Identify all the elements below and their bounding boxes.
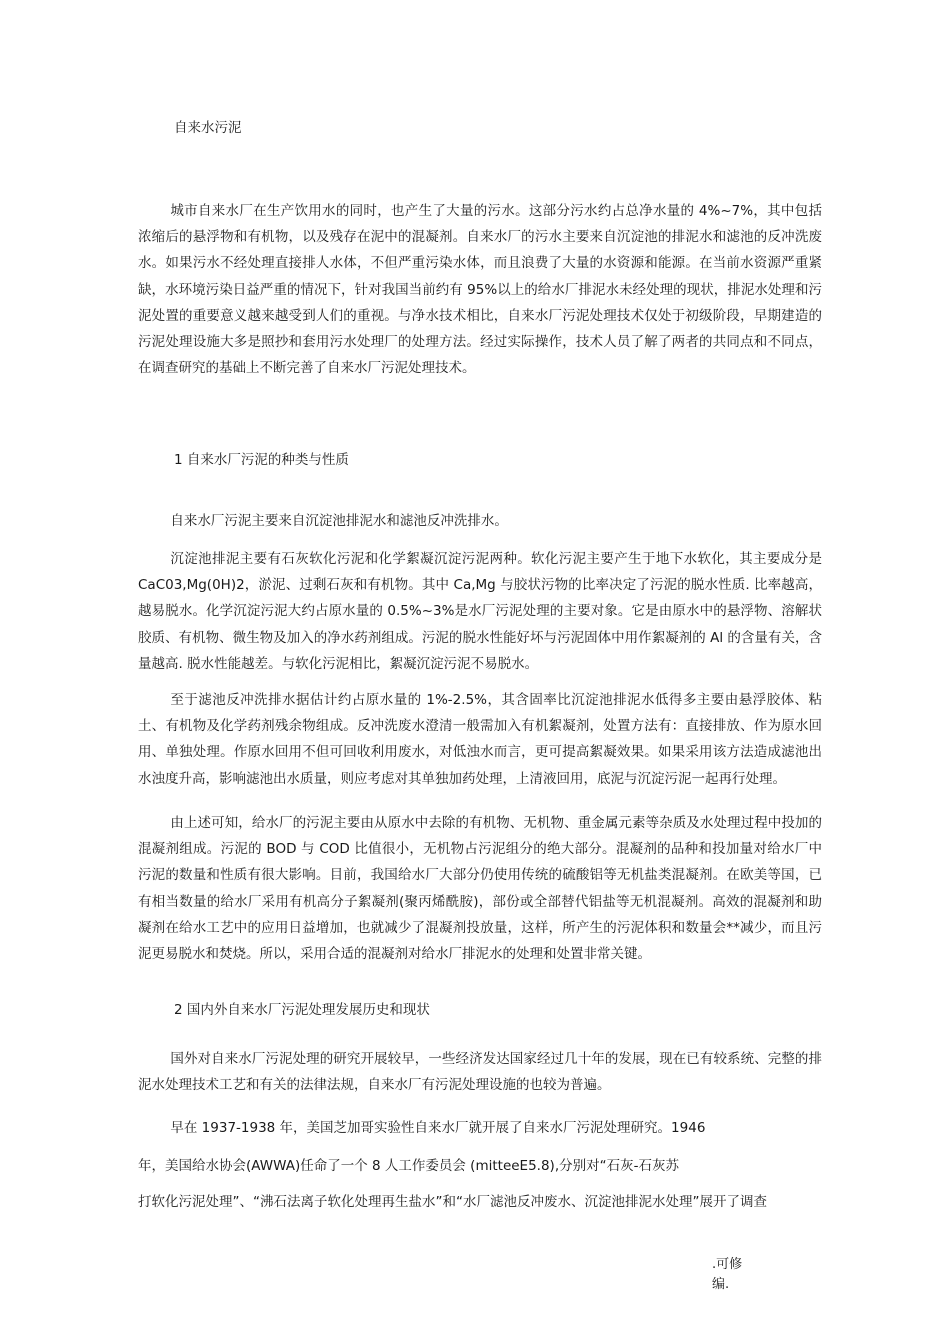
section-1-paragraph-3: 至于滤池反冲洗排水据估计约占原水量的 1%-2.5%，其含固率比沉淀池排泥水低得多主要由悬浮胶体、粘土、有机物及化学药剂残余物组成。反冲洗废水澄清一般需加入有机絮凝剂，处置方法有：直接排放、作为原水回用、单独处理。作原水回用不但可回收利用废水，对低浊水而言，更可提高絮凝效果。如果采用该方法造成滤池出水浊度升高，影响滤池出水质量，则应考虑对其单独加药处理，上清液回用，底泥与沉淀污泥一起再行处理。: [138, 692, 822, 787]
section-1-paragraph-4: 由上述可知，给水厂的污泥主要由从原水中去除的有机物、无机物、重金属元素等杂质及水处理过程中投加的混凝剂组成。污泥的 BOD 与 COD 比值很小，无机物占污泥组分的绝大部分。混凝剂的品种和投加量对给水厂中污泥的数量和性质有很大影响。目前，我国给水厂大部分仍使用传统的硫酸铝等无机盐类混凝剂。在欧美等国，已有相当数量的给水厂采用有机高分子絮凝剂(聚丙烯酰胺)，部份或全部替代铝盐等无机混凝剂。高效的混凝剂和助凝剂在给水工艺中的应用日益增加，也就减少了混凝剂投放量，这样，所产生的污泥体积和数量会**减少，而且污泥更易脱水和焚烧。所以，采用合适的混凝剂对给水厂排泥水的处理和处置非常关键。: [138, 815, 822, 963]
section-2-paragraph-2-line-2: 年，美国给水协会(AWWA)任命了一个 8 人工作委员会 (mitteeE5.8),分别对“石灰-石灰苏: [138, 1158, 679, 1174]
footer-note-line-1: .可修: [712, 1257, 743, 1272]
section-1-heading: 1 自来水厂污泥的种类与性质: [174, 452, 349, 468]
section-2-heading: 2 国内外自来水厂污泥处理发展历史和现状: [174, 1002, 430, 1018]
section-2-paragraph-2-line-1: 早在 1937-1938 年，美国芝加哥实验性自来水厂就开展了自来水厂污泥处理研究。1946: [170, 1120, 706, 1136]
document-title: 自来水污泥: [174, 120, 242, 136]
intro-paragraph: 城市自来水厂在生产饮用水的同时，也产生了大量的污水。这部分污水约占总净水量的 4%~7%，其中包括浓缩后的悬浮物和有机物，以及残存在泥中的混凝剂。自来水厂的污水主要来自沉淀池的排泥水和滤池的反冲洗废水。如果污水不经处理直接排人水体，不但严重污染水体，而且浪费了大量的水资源和能源。在当前水资源严重紧缺，水环境污染日益严重的情况下，针对我国当前约有 95%以上的给水厂排泥水未经处理的现状，排泥水处理和污泥处置的重要意义越来越受到人们的重视。与净水技术相比，自来水厂污泥处理技术仅处于初级阶段，早期建造的污泥处理设施大多是照抄和套用污水处理厂的处理方法。经过实际操作，技术人员了解了两者的共同点和不同点，在调查研究的基础上不断完善了自来水厂污泥处理技术。: [138, 203, 822, 377]
section-2-paragraph-2-line-3: 打软化污泥处理”、“沸石法离子软化处理再生盐水”和“水厂滤池反冲废水、沉淀池排泥水处理”展开了调查: [138, 1194, 767, 1210]
section-1-paragraph-1: 自来水厂污泥主要来自沉淀池排泥水和滤池反冲洗排水。: [170, 513, 508, 529]
section-2-paragraph-1: 国外对自来水厂污泥处理的研究开展较早，一些经济发达国家经过几十年的发展，现在已有较系统、完整的排泥水处理技术工艺和有关的法律法规，自来水厂有污泥处理设施的也较为普遍。: [138, 1051, 822, 1094]
section-1-paragraph-2: 沉淀池排泥主要有石灰软化污泥和化学絮凝沉淀污泥两种。软化污泥主要产生于地下水软化，其主要成分是 CaC03,Mg(0H)2，淤泥、过剩石灰和有机物。其中 Ca,Mg 与胶状污物的比率决定了污泥的脱水性质. 比率越高，越易脱水。化学沉淀污泥大约占原水量的 0.5%~3%是水厂污泥处理的主要对象。它是由原水中的悬浮物、溶解状胶质、有机物、微生物及加入的净水药剂组成。污泥的脱水性能好坏与污泥固体中用作絮凝剂的 Al 的含量有关，含量越高. 脱水性能越差。与软化污泥相比，絮凝沉淀污泥不易脱水。: [138, 551, 822, 672]
footer-note-line-2: 编.: [712, 1277, 730, 1292]
